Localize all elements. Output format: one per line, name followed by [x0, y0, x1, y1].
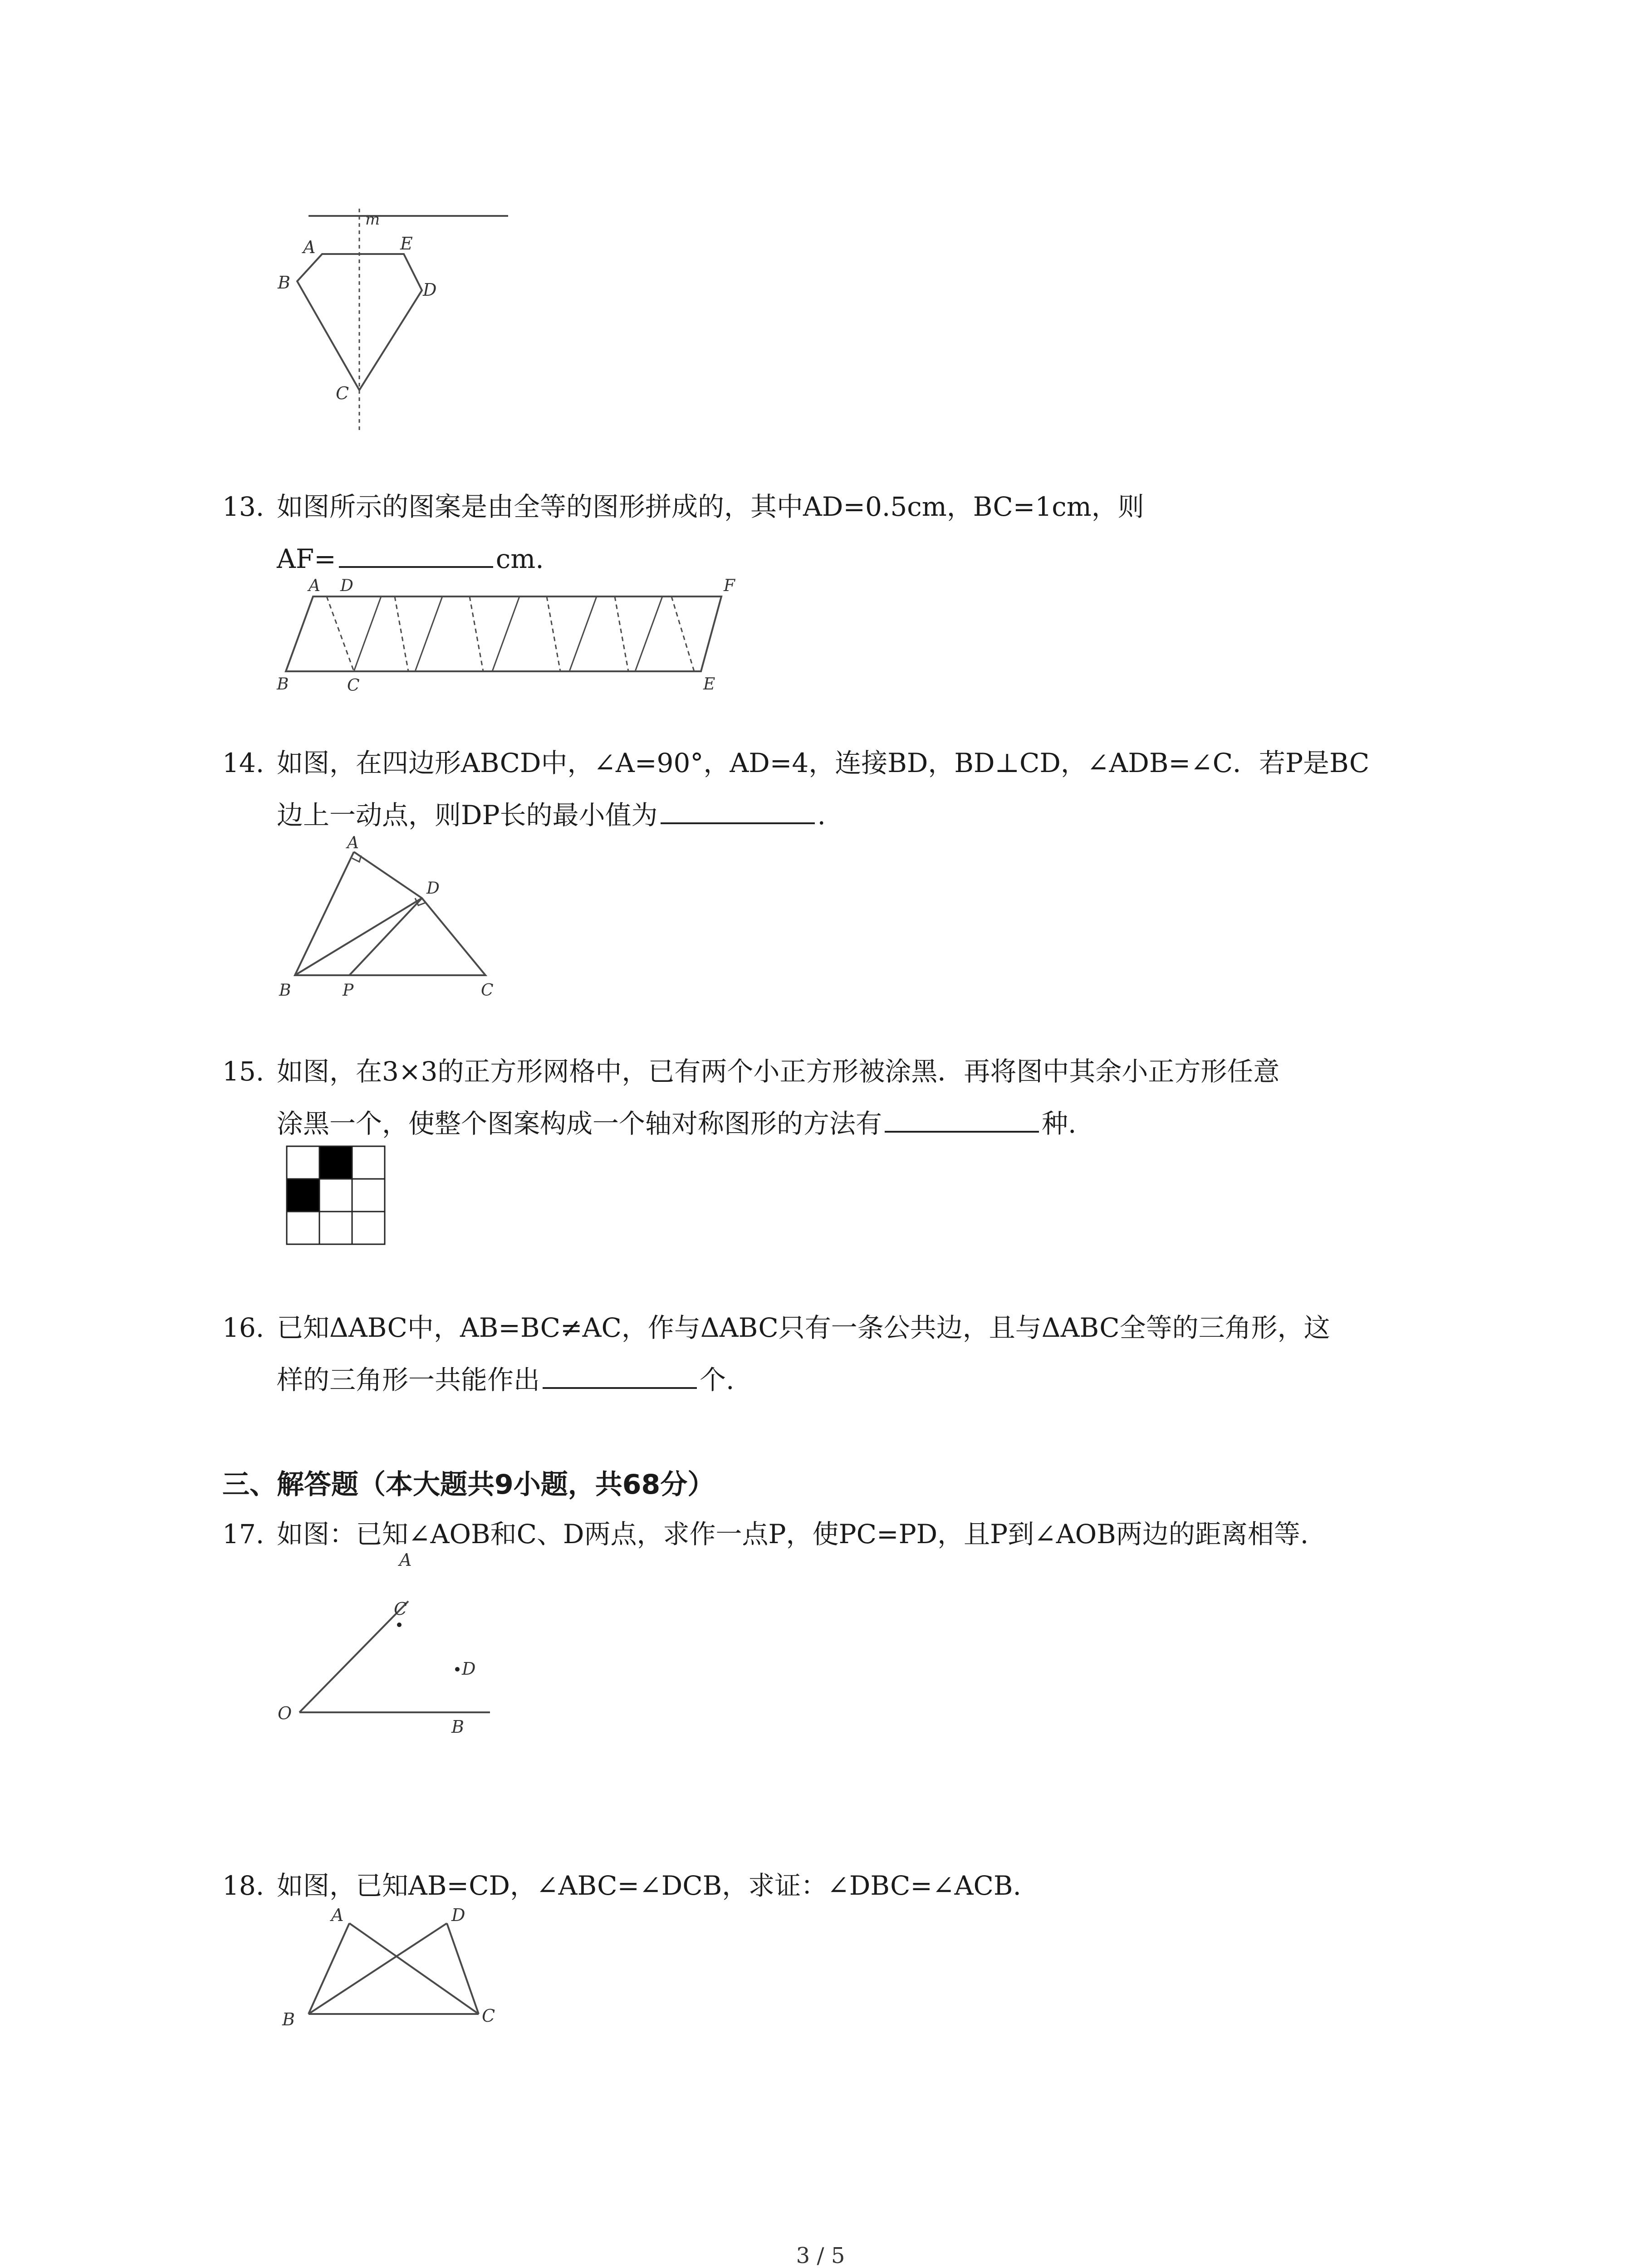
q13-label-e: E	[703, 675, 715, 692]
q14-label-c: C	[481, 981, 494, 1000]
q18-figure	[272, 1903, 526, 2039]
q15-answer-blank[interactable]	[885, 1104, 1039, 1133]
q18-number: 18.	[222, 1870, 265, 1901]
q17-label-d: D	[462, 1659, 476, 1679]
q12-label-e: E	[400, 234, 413, 254]
question-13	[222, 481, 1144, 533]
q15-number: 15.	[222, 1056, 265, 1087]
q14-line2-before: 边上一动点，则DP长的最小值为	[277, 800, 658, 831]
q15-grid-cell	[319, 1212, 352, 1244]
q15-grid-cell	[352, 1212, 385, 1244]
q18-line1: 如图，已知AB=CD，∠ABC=∠DCB，求证：∠DBC=∠ACB.	[277, 1870, 1021, 1901]
q18-label-a: A	[331, 1905, 344, 1925]
q15-grid-figure	[281, 1141, 390, 1250]
q13-line1: 如图所示的图案是由全等的图形拼成的，其中AD=0.5cm，BC=1cm，则	[277, 491, 1144, 522]
q13-line2-after: cm.	[495, 543, 544, 574]
q15-grid-cell	[352, 1146, 385, 1179]
q17-line1: 如图：已知∠AOB和C、D两点，求作一点P，使PC=PD，且P到∠AOB两边的距离相等.	[277, 1519, 1309, 1549]
q14-line2-after: .	[817, 800, 826, 831]
q17-figure	[272, 1551, 508, 1733]
q14-label-b: B	[279, 981, 291, 1000]
q15-grid-cell	[319, 1179, 352, 1212]
q16-answer-blank[interactable]	[543, 1360, 697, 1389]
q17-label-b: B	[451, 1717, 464, 1733]
q15-line2-before: 涂黑一个，使整个图案构成一个轴对称图形的方法有	[277, 1108, 882, 1139]
q12-label-m: m	[365, 210, 380, 229]
q17-label-o: O	[278, 1703, 292, 1723]
q14-figure	[272, 830, 508, 1002]
q17-label-a: A	[399, 1551, 412, 1570]
q18-label-c: C	[482, 2006, 495, 2026]
q12-label-b: B	[278, 273, 290, 293]
q16-line2-after: 个.	[700, 1364, 735, 1395]
q13-answer-blank[interactable]	[339, 539, 493, 568]
q12-label-a: A	[303, 237, 316, 257]
q12-figure	[272, 200, 526, 435]
q18-label-b: B	[282, 2009, 295, 2029]
q13-label-b: B	[277, 675, 289, 692]
q12-label-c: C	[336, 383, 349, 403]
q15-grid-cell	[287, 1146, 319, 1179]
section-title: 三、解答题（本大题共9小题，共68分）	[222, 1469, 715, 1501]
q14-answer-blank[interactable]	[661, 795, 815, 824]
question-16	[222, 1302, 1330, 1354]
q15-grid-cell	[287, 1212, 319, 1244]
q17-label-c: C	[394, 1599, 407, 1619]
q16-line1: 已知ΔABC中，AB=BC≠AC，作与ΔABC只有一条公共边，且与ΔABC全等的三角形，这	[277, 1312, 1330, 1343]
q13-label-d: D	[340, 577, 353, 595]
q15-line2	[277, 1098, 1076, 1149]
q14-label-d: D	[426, 879, 440, 898]
q18-label-d: D	[451, 1905, 465, 1925]
q13-label-f: F	[724, 577, 735, 595]
q14-line1: 如图，在四边形ABCD中，∠A=90°，AD=4，连接BD，BD⊥CD，∠ADB=∠C．若P是BC	[277, 748, 1370, 778]
q13-number: 13.	[222, 491, 265, 522]
q15-line2-after: 种.	[1042, 1108, 1077, 1139]
q17-number: 17.	[222, 1519, 265, 1549]
q15-grid-cell	[319, 1146, 352, 1179]
question-14	[222, 737, 1369, 789]
q12-label-d: D	[423, 280, 437, 300]
q13-line2-before: AF=	[277, 543, 336, 574]
q15-grid-cell	[287, 1179, 319, 1212]
q13-label-a: A	[309, 577, 320, 595]
q15-grid-cell	[352, 1179, 385, 1212]
page-number: 3 / 5	[796, 2243, 845, 2268]
q14-label-p: P	[343, 981, 354, 1000]
q16-line2	[277, 1354, 734, 1406]
q13-figure	[272, 574, 753, 692]
q16-number: 16.	[222, 1312, 265, 1343]
q16-line2-before: 样的三角形一共能作出	[277, 1364, 540, 1395]
q14-label-a: A	[347, 834, 359, 852]
question-15	[222, 1046, 1279, 1097]
q13-label-c: C	[347, 676, 360, 692]
q15-line1: 如图，在3×3的正方形网格中，已有两个小正方形被涂黑．再将图中其余小正方形任意	[277, 1056, 1280, 1087]
q14-number: 14.	[222, 748, 265, 778]
